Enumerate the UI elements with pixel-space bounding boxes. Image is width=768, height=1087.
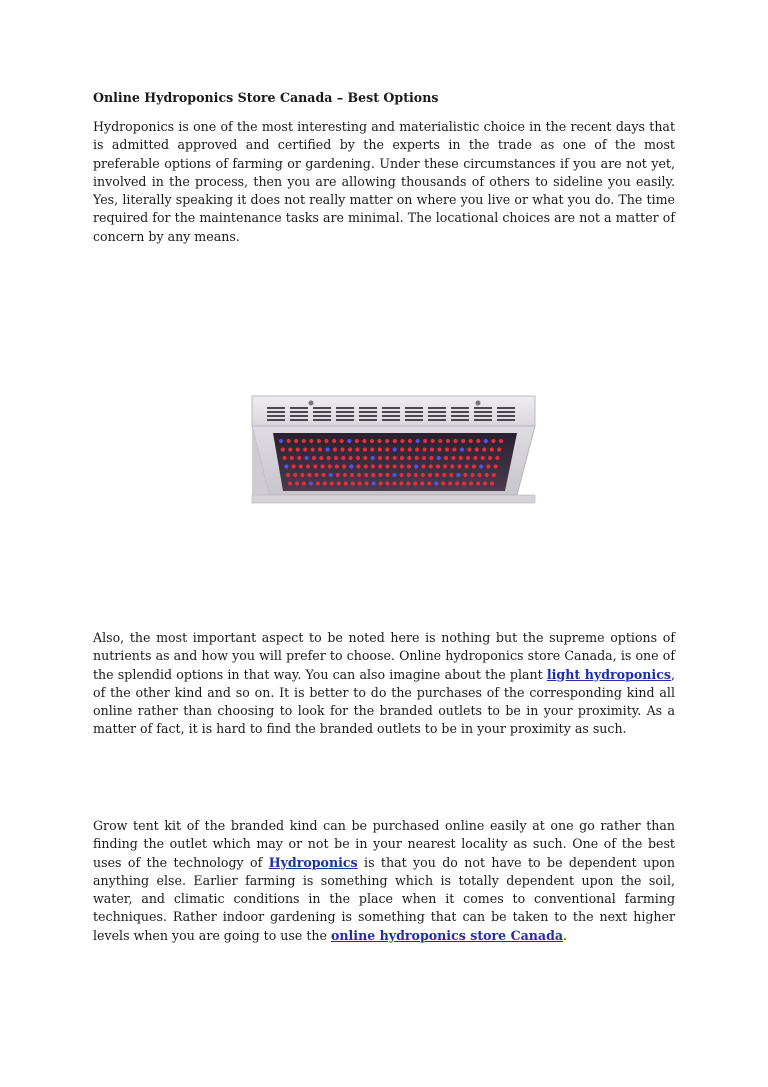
led-dot [334,456,338,460]
led-dot [350,473,354,477]
vent-slot [451,411,469,413]
led-dot [393,464,397,468]
led-dot [290,456,294,460]
led-dot [450,464,454,468]
led-dot [315,473,319,477]
led-dot [385,473,389,477]
led-dot [488,456,492,460]
led-dot [385,464,389,468]
led-dot [459,456,463,460]
led-dot [300,473,304,477]
led-dot [379,481,383,485]
led-dot [332,439,336,443]
led-dot [326,447,330,451]
led-dot [472,464,476,468]
vent-slot [382,407,400,409]
led-dot [448,481,452,485]
led-dot [449,473,453,477]
led-dot [494,464,498,468]
vent-slot [474,411,492,413]
led-dot [378,464,382,468]
led-dot [442,473,446,477]
vent-slot [405,407,423,409]
led-dot [428,473,432,477]
led-dot [279,439,283,443]
led-dot [420,481,424,485]
led-dot [333,447,337,451]
led-dot [456,473,460,477]
led-dot [323,481,327,485]
led-dot [429,464,433,468]
led-dot [302,439,306,443]
led-dot [437,447,441,451]
led-dot [400,473,404,477]
led-dot [385,456,389,460]
led-dot [378,447,382,451]
vent-slot [359,419,377,421]
led-dot [443,464,447,468]
led-dot [499,439,503,443]
led-dot [363,456,367,460]
led-dot [322,473,326,477]
led-dot [413,481,417,485]
vent-slot [428,407,446,409]
led-dot [441,481,445,485]
led-dot [287,439,291,443]
vent-slot [451,407,469,409]
led-dot [469,481,473,485]
led-dot [302,481,306,485]
led-dot [446,439,450,443]
vent-slot [267,407,285,409]
led-dot [422,456,426,460]
led-dot [476,439,480,443]
vent-slot [451,415,469,417]
led-dot [355,439,359,443]
led-dot [357,473,361,477]
led-dot [414,464,418,468]
paragraph-grow-tent-text-b: is that you do not have to be dependent upon anything else. Earlier farming is something which is totally dependent upon the soil, water, and climatic conditions in the place when it comes to conventional farming techniques. Rather indoor gardening is something that can be taken to the next higher levels when you are going to use the [93,854,675,943]
led-dot [435,473,439,477]
led-dot [358,481,362,485]
led-dot [407,456,411,460]
led-dot [344,481,348,485]
vent-slot [267,411,285,413]
led-dot [486,464,490,468]
led-dot [349,464,353,468]
led-dot [296,447,300,451]
vent-slot [382,415,400,417]
led-dot [336,473,340,477]
led-dot [429,456,433,460]
led-dot [385,447,389,451]
led-dot [330,481,334,485]
led-dot [284,464,288,468]
led-dot [286,473,290,477]
led-dot [466,456,470,460]
led-dot [483,481,487,485]
led-dot [399,481,403,485]
led-dot [364,473,368,477]
led-dot [491,439,495,443]
led-dot [406,481,410,485]
led-dot [497,447,501,451]
led-dot [371,464,375,468]
led-dot [473,456,477,460]
vent-slot [474,415,492,417]
vent-slot [336,407,354,409]
led-dot [283,456,287,460]
led-dot [414,473,418,477]
led-dot [306,464,310,468]
led-dot [349,456,353,460]
led-dot [421,473,425,477]
screw-right [476,401,481,406]
led-dot [400,447,404,451]
vent-slot [313,407,331,409]
led-grow-light-image [247,393,537,528]
led-dot [465,464,469,468]
led-dot [348,447,352,451]
led-dot [481,456,485,460]
led-dot [490,481,494,485]
led-dot [364,464,368,468]
led-dot [460,447,464,451]
led-dot [313,464,317,468]
led-dot [370,447,374,451]
led-dot [453,439,457,443]
led-dot [400,439,404,443]
led-dot [347,439,351,443]
led-dot [378,439,382,443]
light-housing-lip [252,495,535,503]
led-dot [327,456,331,460]
led-dot [470,473,474,477]
led-dot [378,456,382,460]
led-dot [463,473,467,477]
led-dot [451,456,455,460]
led-dot [423,447,427,451]
led-dot [356,456,360,460]
led-dot [461,439,465,443]
vent-slot [290,415,308,417]
vent-slot [405,411,423,413]
vent-slot [497,407,515,409]
led-dot [467,447,471,451]
vent-slot [359,407,377,409]
led-dot [378,473,382,477]
online-hydroponics-store-link[interactable]: online hydroponics store Canada [330,927,564,943]
led-dot [452,447,456,451]
led-dot [281,447,285,451]
led-dot [407,473,411,477]
led-dot [295,481,299,485]
led-dot [365,481,369,485]
led-dot [303,447,307,451]
led-dot [288,481,292,485]
led-dot [329,473,333,477]
led-dot [355,447,359,451]
led-dot [370,439,374,443]
led-dot [408,447,412,451]
led-dot [482,447,486,451]
led-dot [434,481,438,485]
document-page [93,88,675,246]
led-dot [445,447,449,451]
paragraph-nutrients-text-a: Also, the most important aspect to be noted here is nothing but the supreme options of nutrients as and how you will prefer to choose. Online hydroponics store Canada, is one of the splendid options in that way. You can also imagine about the plant [93,630,675,682]
led-dot [407,464,411,468]
led-dot [372,481,376,485]
vent-slot [474,419,492,421]
led-dot [484,439,488,443]
led-dot [462,481,466,485]
led-dot [305,456,309,460]
vent-slot [290,419,308,421]
led-dot [492,473,496,477]
led-dot [437,456,441,460]
led-dot [408,439,412,443]
led-dot [320,464,324,468]
led-dot [328,464,332,468]
led-dot [478,473,482,477]
led-dot [343,473,347,477]
vent-slot [290,407,308,409]
led-dot [393,439,397,443]
led-dot [293,473,297,477]
led-dot [324,439,328,443]
led-dot [335,464,339,468]
page-title: Online Hydroponics Store Canada – Best Options [93,90,439,105]
led-dot [311,447,315,451]
vent-slot [497,415,515,417]
led-dot [351,481,355,485]
vent-slot [382,419,400,421]
led-dot [299,464,303,468]
paragraph-grow-tent-text-c: . [563,927,568,943]
paragraph-nutrients-text-b: , of the other kind and so on. It is better to do the purchases of the corresponding kind all online rather than choosing to look for the branded outlets to be in your proximity. As a matter of fact, it is hard to find the branded outlets to be in your proximity as such. [93,666,675,737]
vent-slot [336,419,354,421]
led-dot [455,481,459,485]
led-dot [294,439,298,443]
led-dot [416,439,420,443]
vent-slot [336,415,354,417]
led-dot [457,464,461,468]
led-dot [393,456,397,460]
paragraph-intro: Hydroponics is one of the most interesting and materialistic choice in the recent days that is admitted approved and certified by the experts in the trade as one of the most preferable options of farming or gardening. Under these circumstances if you are not yet, involved in the process, then you are allowing thousands of others to sideline you easily. Yes, literally speaking it does not really matter on where you live or what you do. The time required for the maintenance tasks are minimal. The locational choices are not a matter of concern by any means. [93,119,675,244]
led-dot [318,447,322,451]
vent-slot [313,415,331,417]
paragraph-grow-tent-text-a: Grow tent kit of the branded kind can be purchased online easily at one go rather than finding the outlet which may or not be in your nearest locality as such. One of the best uses of the technology of [93,818,675,870]
vent-slot [497,419,515,421]
led-dot [340,439,344,443]
led-dot [356,464,360,468]
led-dot [317,439,321,443]
led-dot [392,473,396,477]
vent-slot [267,419,285,421]
led-dot [340,447,344,451]
led-dot [400,464,404,468]
led-dot [436,464,440,468]
led-dot [430,447,434,451]
led-dot [400,456,404,460]
led-dot [312,456,316,460]
paragraph-grow-tent [93,817,675,945]
led-dot [307,473,311,477]
vent-slot [428,419,446,421]
vent-slot [313,411,331,413]
led-dot [421,464,425,468]
screw-left [309,401,314,406]
led-dot [490,447,494,451]
led-dot [479,464,483,468]
led-dot [309,481,313,485]
led-dot [475,447,479,451]
led-dot [309,439,313,443]
led-dot [371,473,375,477]
led-dot [444,456,448,460]
led-dot [469,439,473,443]
hydroponics-link[interactable]: Hydroponics [268,854,358,870]
vent-slot [497,411,515,413]
led-dot [337,481,341,485]
led-dot [341,456,345,460]
led-dot [393,447,397,451]
led-dot [415,456,419,460]
led-dot [288,447,292,451]
led-dot [415,447,419,451]
led-dot [438,439,442,443]
vent-slot [428,415,446,417]
vent-slot [474,407,492,409]
led-dot [485,473,489,477]
led-dot [371,456,375,460]
vent-slot [405,419,423,421]
led-dot [363,447,367,451]
vent-slot [405,415,423,417]
vent-slot [382,411,400,413]
led-dot [292,464,296,468]
led-dot [392,481,396,485]
vent-slot [359,411,377,413]
led-dot [431,439,435,443]
vent-slot [313,419,331,421]
led-dot [316,481,320,485]
vent-slot [428,411,446,413]
vent-slot [451,419,469,421]
led-dot [423,439,427,443]
led-dot [319,456,323,460]
paragraph-nutrients [93,629,675,739]
led-dot [385,481,389,485]
led-dot [342,464,346,468]
vent-slot [290,411,308,413]
vent-slot [336,411,354,413]
led-dot [495,456,499,460]
vent-slot [267,415,285,417]
led-dot [476,481,480,485]
led-dot [427,481,431,485]
light-hydroponics-link[interactable]: light hydroponics [546,666,671,682]
vent-slot [359,415,377,417]
led-dot [297,456,301,460]
led-dot [385,439,389,443]
led-dot [362,439,366,443]
